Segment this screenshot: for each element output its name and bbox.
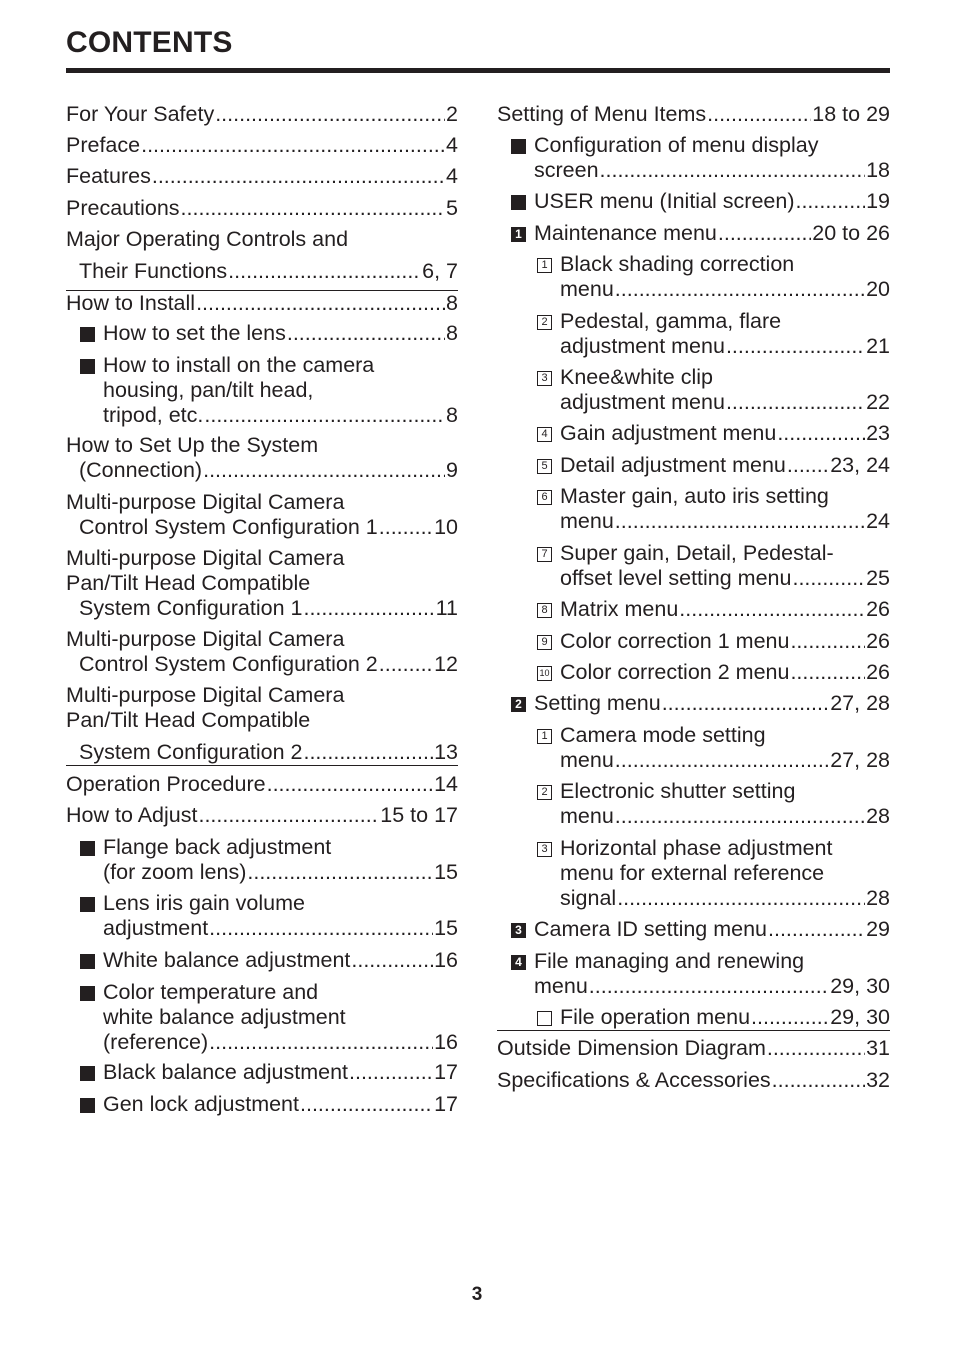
toc-entry-line: Camera mode setting [560, 723, 766, 747]
toc-entry-line: Multi-purpose Digital Camera [66, 490, 345, 514]
toc-page-number: 20 to 26 [812, 221, 890, 245]
toc-entry-row [66, 164, 458, 189]
toc-page-number: 25 [866, 566, 890, 590]
toc-entry [497, 484, 890, 534]
toc-entry-label: menu [560, 277, 614, 301]
toc-entry-label: Preface [66, 133, 141, 157]
leader-dots [772, 1068, 865, 1093]
toc-entry-row [103, 916, 458, 941]
toc-entry-row [560, 748, 890, 773]
toc-entry-line: Black shading correction [560, 252, 795, 276]
toc-entry-line: Master gain, auto iris setting [560, 484, 829, 508]
toc-entry [66, 490, 458, 540]
toc-page-number: 23, 24 [830, 453, 890, 477]
toc-entry-row [534, 917, 890, 942]
toc-entry-label: (Connection) [79, 458, 203, 482]
toc-entry [66, 980, 458, 1055]
toc-entry [66, 891, 458, 941]
toc-entry-line: How to install on the camera [103, 353, 375, 377]
toc-page-number: 26 [866, 660, 890, 684]
toc-page-number: 32 [866, 1068, 890, 1092]
toc-page-number: 8 [446, 403, 458, 427]
toc-entry-row [560, 1005, 890, 1030]
toc-entry-line: Pan/Tilt Head Compatible [66, 708, 311, 732]
toc-entry-label: Setting menu [534, 691, 661, 715]
bullet-square-icon [80, 954, 95, 969]
toc-entry-row [534, 189, 890, 214]
toc-entry-label: screen [534, 158, 599, 182]
leader-dots [726, 390, 865, 415]
subsection-number-icon: 8 [537, 603, 552, 618]
toc-entry-label: Color correction 1 menu [560, 629, 790, 653]
toc-page-number: 13 [434, 740, 458, 764]
toc-entry-row [560, 390, 890, 415]
toc-entry-row [103, 1030, 458, 1055]
toc-page-number: 8 [446, 291, 458, 315]
toc-entry-row [497, 1036, 890, 1061]
toc-entry-row [66, 133, 458, 158]
toc-entry-label: Matrix menu [560, 597, 679, 621]
toc-entry-line: How to Set Up the System [66, 433, 319, 457]
toc-entry [497, 1068, 890, 1093]
leader-dots [267, 772, 433, 797]
toc-entry [66, 627, 458, 677]
toc-entry [497, 660, 890, 685]
toc-entry [497, 779, 890, 829]
leader-dots [379, 652, 433, 677]
leader-dots [615, 509, 865, 534]
subsection-number-icon: 5 [537, 459, 552, 474]
subsection-number-icon: 3 [537, 842, 552, 857]
toc-entry [497, 1036, 890, 1061]
toc-entry [66, 164, 458, 189]
toc-entry-row [103, 860, 458, 885]
toc-entry [66, 102, 458, 127]
toc-entry-label: Gain adjustment menu [560, 421, 777, 445]
toc-entry-label: Features [66, 164, 151, 188]
leader-dots [287, 321, 445, 346]
toc-entry-line: Flange back adjustment [103, 835, 332, 859]
toc-entry [66, 772, 458, 797]
toc-page-number: 5 [446, 196, 458, 220]
toc-entry-label: Setting of Menu Items [497, 102, 707, 126]
toc-entry-row [534, 974, 890, 999]
leader-dots [203, 458, 445, 483]
leader-dots [349, 1060, 433, 1085]
toc-entry-line: Major Operating Controls and [66, 227, 349, 251]
toc-entry-label: Specifications & Accessories [497, 1068, 771, 1092]
toc-entry-label: Operation Procedure [66, 772, 266, 796]
toc-page-number: 15 [434, 860, 458, 884]
toc-page-number: 26 [866, 597, 890, 621]
toc-entry [66, 948, 458, 973]
leader-dots [615, 804, 865, 829]
toc-entry-label: signal [560, 886, 617, 910]
toc-entry-row [66, 196, 458, 221]
leader-dots [617, 886, 865, 911]
section-number-icon: 2 [511, 697, 526, 712]
leader-dots [751, 1005, 829, 1030]
toc-page-number: 28 [866, 804, 890, 828]
subsection-number-icon: 4 [537, 427, 552, 442]
toc-entry [66, 133, 458, 158]
toc-entry [66, 290, 458, 316]
toc-entry [497, 252, 890, 302]
toc-entry-row [534, 221, 890, 246]
leader-dots [787, 453, 829, 478]
toc-entry [497, 102, 890, 127]
bullet-square-icon [511, 195, 526, 210]
toc-entry-row [534, 691, 890, 716]
leader-dots [181, 196, 445, 221]
page-number: 3 [471, 1284, 483, 1305]
toc-page-number: 20 [866, 277, 890, 301]
toc-page-number: 12 [434, 652, 458, 676]
toc-entry-row [560, 453, 890, 478]
bullet-square-icon [80, 1098, 95, 1113]
toc-entry-row [66, 259, 458, 284]
toc-page-number: 28 [866, 886, 890, 910]
toc-entry-label: adjustment menu [560, 334, 725, 358]
toc-entry [497, 917, 890, 942]
toc-entry-row [103, 1060, 458, 1085]
toc-entry [497, 453, 890, 478]
leader-dots [679, 597, 865, 622]
toc-page-number: 26 [866, 629, 890, 653]
toc-entry [497, 309, 890, 359]
toc-entry-line: Color temperature and [103, 980, 319, 1004]
toc-page-number: 29, 30 [830, 974, 890, 998]
leader-dots [228, 259, 421, 284]
subsection-number-icon: 10 [537, 666, 552, 681]
subsection-number-icon: 9 [537, 635, 552, 650]
toc-entry-label: offset level setting menu [560, 566, 792, 590]
toc-page-number: 17 [434, 1092, 458, 1116]
toc-entry-row [66, 291, 458, 316]
toc-entry [497, 629, 890, 654]
toc-entry-line: housing, pan/tilt head, [103, 378, 314, 402]
leader-dots [768, 917, 865, 942]
toc-entry [497, 133, 890, 183]
toc-entry [497, 1005, 890, 1031]
toc-entry-label: Detail adjustment menu [560, 453, 786, 477]
toc-entry [497, 365, 890, 415]
toc-entry [497, 691, 890, 716]
toc-entry-label: menu [560, 804, 614, 828]
bullet-square-icon [80, 986, 95, 1001]
toc-entry-label: tripod, etc. [103, 403, 204, 427]
toc-entry-label: menu [560, 748, 614, 772]
toc-entry-row [560, 421, 890, 446]
toc-entry-label: Gen lock adjustment [103, 1092, 299, 1116]
toc-entry-line: menu for external reference [560, 861, 825, 885]
toc-page-number: 27, 28 [830, 691, 890, 715]
toc-entry-row [66, 803, 458, 828]
leader-dots [196, 291, 445, 316]
toc-page-number: 8 [446, 321, 458, 345]
leader-dots [767, 1036, 865, 1061]
toc-entry [497, 723, 890, 773]
toc-entry-row [560, 629, 890, 654]
subsection-number-icon: 1 [537, 729, 552, 744]
toc-entry [497, 949, 890, 999]
toc-entry-label: Camera ID setting menu [534, 917, 768, 941]
toc-entry [66, 1060, 458, 1085]
toc-entry [66, 227, 458, 284]
toc-entry [66, 1092, 458, 1117]
toc-entry-line: Pan/Tilt Head Compatible [66, 571, 311, 595]
toc-entry-line: Multi-purpose Digital Camera [66, 627, 345, 651]
toc-page-number: 24 [866, 509, 890, 533]
leader-dots [662, 691, 830, 716]
toc-entry-line: Multi-purpose Digital Camera [66, 546, 345, 570]
toc-page-number: 2 [446, 102, 458, 126]
section-number-icon: 4 [511, 955, 526, 970]
toc-entry-row [103, 321, 458, 346]
bullet-square-icon [80, 359, 95, 374]
toc-page-number: 11 [435, 596, 458, 620]
subsection-number-icon: 2 [537, 785, 552, 800]
toc-entry-row [66, 772, 458, 797]
leader-dots [790, 629, 865, 654]
toc-page-number: 18 [866, 158, 890, 182]
section-number-icon: 3 [511, 923, 526, 938]
toc-entry-row [103, 1092, 458, 1117]
leader-dots [300, 1092, 433, 1117]
leader-dots [615, 277, 865, 302]
leader-dots [777, 421, 865, 446]
subsection-number-icon [537, 1011, 552, 1026]
toc-entry [497, 541, 890, 591]
leader-dots [303, 740, 433, 765]
leader-dots [204, 403, 445, 428]
leader-dots [152, 164, 445, 189]
leader-dots [209, 916, 433, 941]
toc-entry-label: How to Adjust [66, 803, 198, 827]
toc-page-number: 22 [866, 390, 890, 414]
leader-dots [600, 158, 866, 183]
toc-entry-row [66, 102, 458, 127]
toc-page-number: 29, 30 [830, 1005, 890, 1029]
leader-dots [795, 189, 865, 214]
toc-entry [66, 433, 458, 483]
toc-page-number: 15 to 17 [380, 803, 458, 827]
toc-entry-line: Lens iris gain volume [103, 891, 305, 915]
toc-page-number: 17 [434, 1060, 458, 1084]
toc-entry-line: Electronic shutter setting [560, 779, 796, 803]
toc-entry-label: Outside Dimension Diagram [497, 1036, 766, 1060]
toc-entry-label: (reference) [103, 1030, 209, 1054]
title-rule [66, 68, 890, 73]
toc-entry-row [560, 886, 890, 911]
toc-entry-label: Precautions [66, 196, 180, 220]
toc-entry [497, 597, 890, 622]
toc-page-number: 16 [434, 948, 458, 972]
toc-entry [497, 189, 890, 214]
toc-entry-line: Knee&white clip [560, 365, 713, 389]
toc-entry-row [560, 660, 890, 685]
leader-dots [247, 860, 433, 885]
toc-entry-row [560, 804, 890, 829]
toc-entry [66, 353, 458, 428]
toc-entry-label: USER menu (Initial screen) [534, 189, 795, 213]
toc-entry-line: File managing and renewing [534, 949, 805, 973]
toc-entry-row [560, 597, 890, 622]
toc-entry-label: White balance adjustment [103, 948, 351, 972]
subsection-number-icon: 6 [537, 490, 552, 505]
toc-page-number: 27, 28 [830, 748, 890, 772]
leader-dots [792, 566, 865, 591]
toc-page-number: 23 [866, 421, 890, 445]
toc-page-number: 15 [434, 916, 458, 940]
toc-entry-row [66, 652, 458, 677]
toc-entry [66, 683, 458, 766]
toc-page-number: 14 [434, 772, 458, 796]
toc-page-number: 29 [866, 917, 890, 941]
toc-entry [497, 221, 890, 246]
toc-entry [66, 546, 458, 621]
toc-page-number: 19 [866, 189, 890, 213]
leader-dots [615, 748, 829, 773]
toc-entry-line: white balance adjustment [103, 1005, 346, 1029]
toc-entry-row [560, 277, 890, 302]
toc-entry [66, 803, 458, 828]
subsection-number-icon: 1 [537, 258, 552, 273]
toc-entry-label: Their Functions [79, 259, 228, 283]
leader-dots [790, 660, 865, 685]
toc-entry-row [534, 158, 890, 183]
leader-dots [718, 221, 811, 246]
bullet-square-icon [511, 139, 526, 154]
toc-entry-line: Configuration of menu display [534, 133, 819, 157]
toc-entry-row [103, 948, 458, 973]
toc-entry-label: System Configuration 2 [79, 740, 303, 764]
toc-entry-row [497, 1068, 890, 1093]
toc-entry-row [560, 509, 890, 534]
toc-entry-label: menu [560, 509, 614, 533]
bullet-square-icon [80, 897, 95, 912]
toc-entry-row [66, 740, 458, 765]
toc-entry-label: Color correction 2 menu [560, 660, 790, 684]
leader-dots [198, 803, 379, 828]
toc-page-number: 31 [866, 1036, 890, 1060]
toc-entry-label: How to set the lens [103, 321, 286, 345]
toc-entry-row [66, 458, 458, 483]
section-number-icon: 1 [511, 227, 526, 242]
page-title: CONTENTS [66, 26, 233, 59]
toc-entry-row [103, 403, 458, 428]
toc-page-number: 4 [446, 133, 458, 157]
subsection-number-icon: 2 [537, 315, 552, 330]
toc-entry-row [66, 515, 458, 540]
toc-entry-line: Super gain, Detail, Pedestal- [560, 541, 834, 565]
toc-entry-label: File operation menu [560, 1005, 751, 1029]
toc-entry-label: Maintenance menu [534, 221, 717, 245]
toc-page-number: 6, 7 [422, 259, 458, 283]
bullet-square-icon [80, 841, 95, 856]
leader-dots [726, 334, 865, 359]
toc-entry-line: Pedestal, gamma, flare [560, 309, 782, 333]
toc-page-number: 16 [434, 1030, 458, 1054]
toc-entry-row [560, 566, 890, 591]
leader-dots [141, 133, 445, 158]
leader-dots [589, 974, 829, 999]
leader-dots [215, 102, 445, 127]
toc-entry-label: How to Install [66, 291, 196, 315]
toc-page-number: 21 [866, 334, 890, 358]
bullet-square-icon [80, 327, 95, 342]
toc-entry-line: Multi-purpose Digital Camera [66, 683, 345, 707]
toc-entry-label: For Your Safety [66, 102, 215, 126]
toc-entry-label: adjustment [103, 916, 209, 940]
bullet-square-icon [80, 1066, 95, 1081]
toc-entry-row [66, 596, 458, 621]
toc-entry-label: menu [534, 974, 588, 998]
toc-entry-row [497, 102, 890, 127]
toc-entry-label: System Configuration 1 [79, 596, 303, 620]
toc-entry-row [560, 334, 890, 359]
leader-dots [707, 102, 811, 127]
toc-entry-line: Horizontal phase adjustment [560, 836, 833, 860]
leader-dots [303, 596, 434, 621]
toc-entry [497, 421, 890, 446]
toc-page-number: 9 [446, 458, 458, 482]
toc-page-number: 4 [446, 164, 458, 188]
toc-entry-label: adjustment menu [560, 390, 725, 414]
leader-dots [379, 515, 433, 540]
subsection-number-icon: 7 [537, 547, 552, 562]
toc-entry [66, 321, 458, 346]
toc-entry-label: (for zoom lens) [103, 860, 247, 884]
toc-page-number: 18 to 29 [812, 102, 890, 126]
toc-entry [66, 196, 458, 221]
subsection-number-icon: 3 [537, 371, 552, 386]
toc-entry [66, 835, 458, 885]
toc-entry-label: Black balance adjustment [103, 1060, 349, 1084]
leader-dots [351, 948, 433, 973]
toc-page-number: 10 [434, 515, 458, 539]
toc-entry-label: Control System Configuration 1 [79, 515, 378, 539]
toc-entry [497, 836, 890, 911]
toc-entry-label: Control System Configuration 2 [79, 652, 378, 676]
leader-dots [209, 1030, 433, 1055]
